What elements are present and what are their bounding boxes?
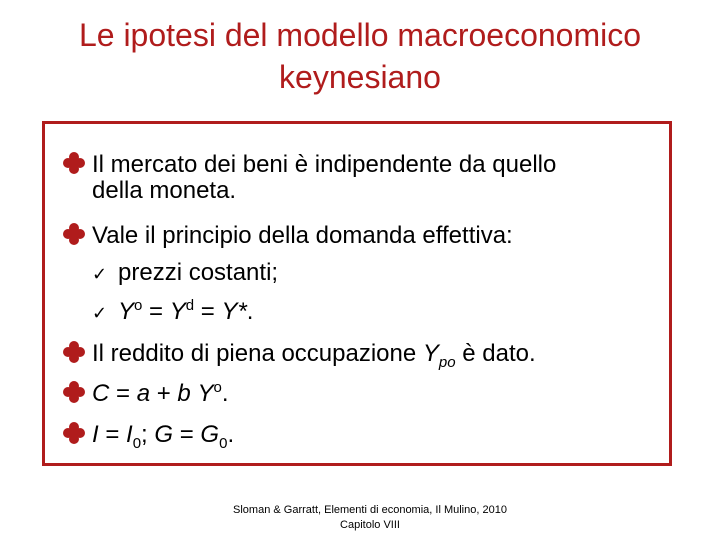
diamond-clover-icon (62, 421, 86, 445)
var-a: a (136, 380, 151, 407)
title-line-2: keynesiano (279, 59, 441, 95)
var-i: I (92, 421, 99, 448)
equals: = (98, 421, 127, 448)
subscript-po: po (438, 354, 456, 371)
footer-line-2: Capitolo VIII (340, 519, 400, 531)
item-1-text-line-2: della moneta. (92, 177, 237, 204)
var-g: G (154, 421, 174, 448)
separator: ; (141, 421, 155, 448)
subscript-0: 0 (219, 435, 228, 452)
title-line-1: Le ipotesi del modello macroeconomico (78, 17, 642, 53)
source-footer (0, 503, 720, 533)
var-y: Y (197, 380, 214, 407)
bullet-item-full-employment (62, 339, 536, 369)
sub-item-equality (92, 297, 253, 329)
item-3-post: è dato. (455, 340, 536, 367)
var-g0: G (200, 421, 220, 448)
item-3-pre: Il reddito di piena occupazione (92, 340, 423, 367)
var-i0: I (126, 421, 133, 448)
period: . (246, 298, 254, 325)
sub-item-prices (92, 258, 278, 290)
plus: + (150, 380, 178, 407)
var-c: C (92, 380, 110, 407)
bullet-item-investment-government (62, 420, 234, 450)
equals-1: = (142, 298, 170, 325)
item-1-text-line-1: Il mercato dei beni è indipendente da quello (92, 151, 557, 178)
period: . (227, 421, 235, 448)
equals-2: = (194, 298, 222, 325)
var-b: b (177, 380, 191, 407)
diamond-clover-icon (62, 340, 86, 364)
superscript-o: o (213, 379, 222, 396)
checkmark-icon: ✓ (92, 264, 108, 285)
superscript-o: o (134, 297, 143, 314)
equals: = (109, 380, 137, 407)
diamond-clover-icon (62, 222, 86, 246)
subscript-0: 0 (132, 435, 142, 452)
diamond-clover-icon (62, 380, 86, 404)
var-y: Y (169, 298, 186, 325)
superscript-d: d (185, 297, 195, 314)
var-y-star: Y* (221, 298, 247, 325)
footer-line-1: Sloman & Garratt, Elementi di economia, Il Mulino, 2010 (233, 504, 507, 516)
bullet-item-consumption (62, 379, 228, 409)
slide-title (0, 14, 720, 98)
var-y: Y (118, 298, 135, 325)
equals: = (173, 421, 201, 448)
bullet-item-demand (62, 221, 513, 251)
item-2-text: Vale il principio della domanda effettiva: (92, 222, 513, 249)
checkmark-icon: ✓ (92, 303, 108, 324)
period: . (221, 380, 229, 407)
var-y: Y (422, 340, 439, 367)
diamond-clover-icon (62, 151, 86, 175)
sub-item-a-text: prezzi costanti; (118, 259, 279, 286)
